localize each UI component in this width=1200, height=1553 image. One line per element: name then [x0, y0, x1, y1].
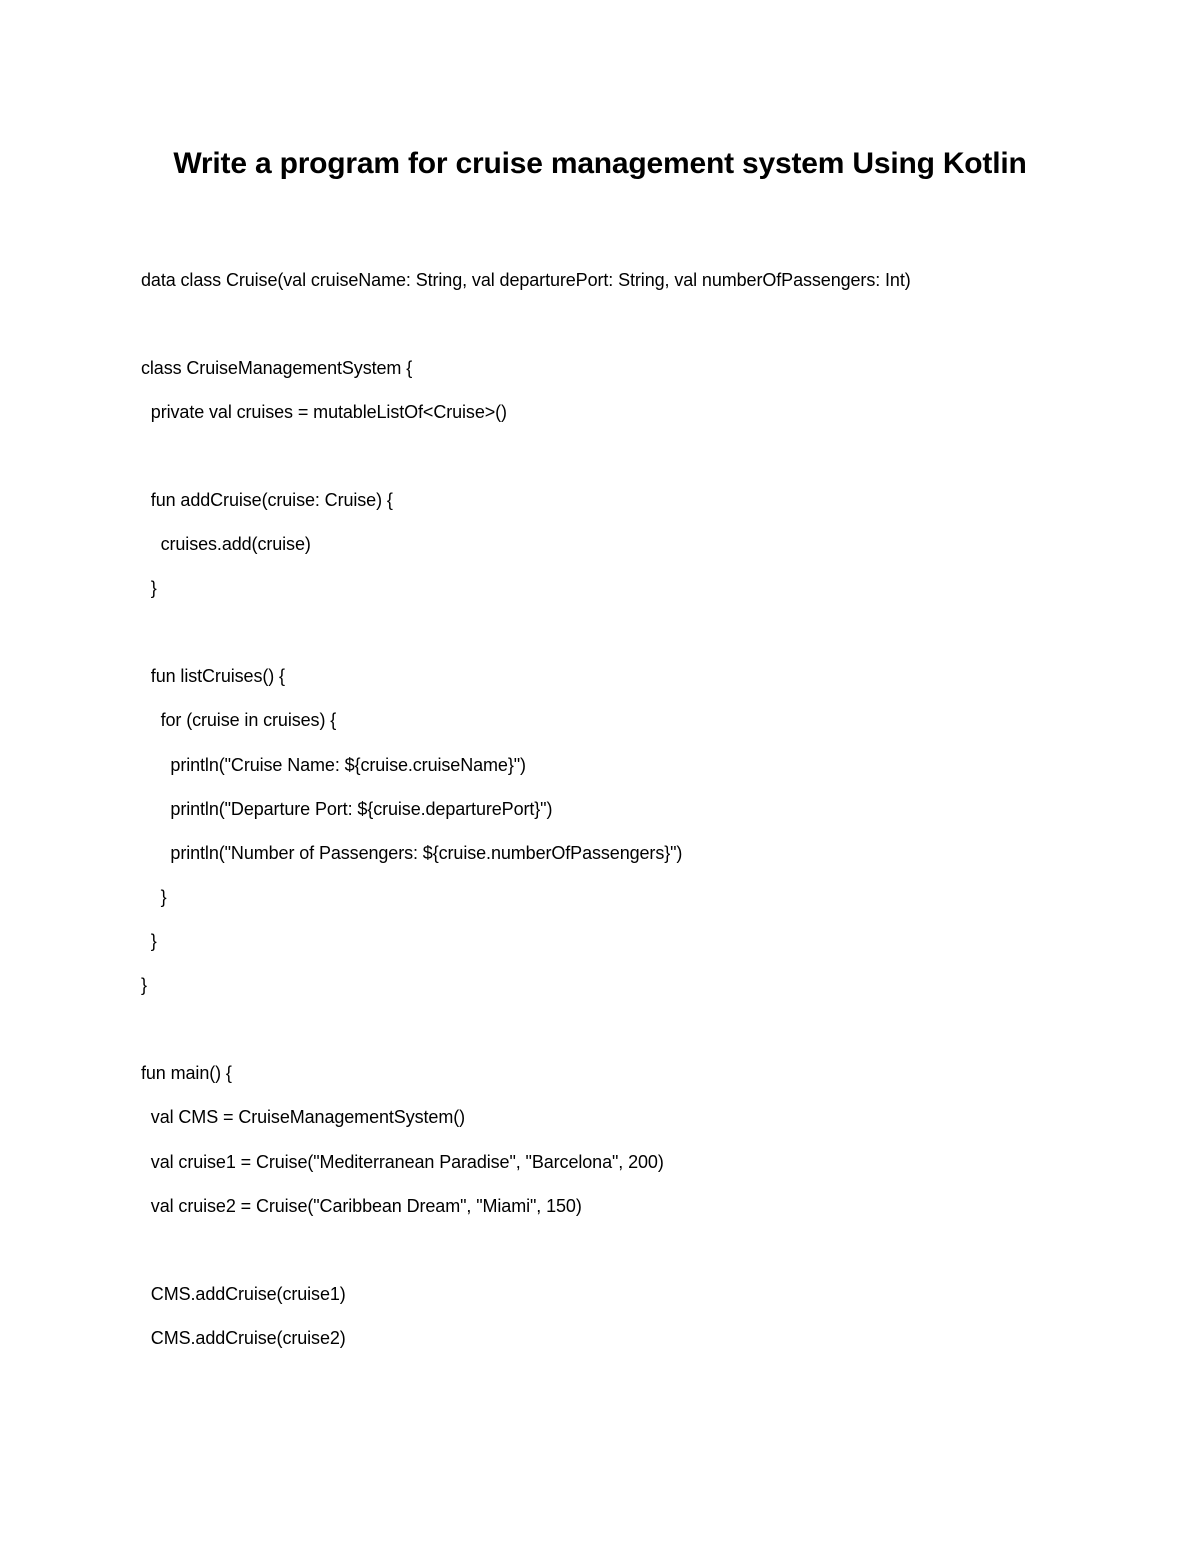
- code-line: val cruise2 = Cruise("Caribbean Dream", "Miami", 150): [141, 1196, 582, 1216]
- code-line: }: [141, 975, 147, 995]
- code-line: val CMS = CruiseManagementSystem(): [141, 1107, 466, 1127]
- code-line: CMS.addCruise(cruise2): [141, 1328, 346, 1348]
- code-line: data class Cruise(val cruiseName: String, val departurePort: String, val numberOfPassengers: Int): [141, 270, 911, 290]
- code-line: cruises.add(cruise): [141, 534, 311, 554]
- code-line: class CruiseManagementSystem {: [141, 358, 413, 378]
- code-line: private val cruises = mutableListOf<Cruise>(): [141, 402, 507, 422]
- code-line: }: [141, 931, 157, 951]
- code-line: CMS.addCruise(cruise1): [141, 1284, 346, 1304]
- code-line: println("Cruise Name: ${cruise.cruiseName}"): [141, 755, 526, 775]
- code-line: }: [141, 887, 167, 907]
- code-line: val cruise1 = Cruise("Mediterranean Paradise", "Barcelona", 200): [141, 1152, 664, 1172]
- code-line: }: [141, 578, 157, 598]
- code-line: fun addCruise(cruise: Cruise) {: [141, 490, 393, 510]
- document-title: Write a program for cruise management system Using Kotlin: [173, 147, 1027, 180]
- code-line: for (cruise in cruises) {: [141, 710, 337, 730]
- code-line: fun listCruises() {: [141, 666, 285, 686]
- code-line: fun main() {: [141, 1063, 232, 1083]
- code-line: println("Number of Passengers: ${cruise.numberOfPassengers}"): [141, 843, 683, 863]
- code-line: println("Departure Port: ${cruise.departurePort}"): [141, 799, 553, 819]
